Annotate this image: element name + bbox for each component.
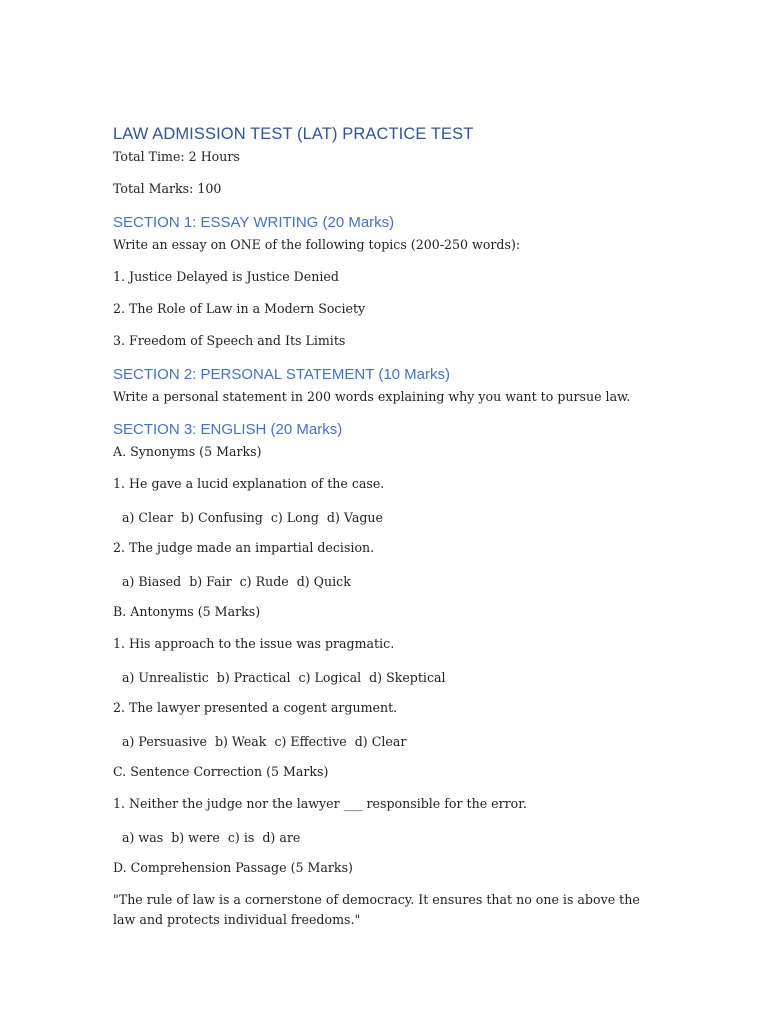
- comprehension-label: D. Comprehension Passage (5 Marks): [113, 860, 353, 875]
- answer-options: [122, 510, 383, 525]
- answer-option: d) Clear: [354, 734, 407, 749]
- answer-option: a) was: [122, 830, 164, 845]
- section1-heading: SECTION 1: ESSAY WRITING (20 Marks): [113, 214, 395, 231]
- total-marks: Total Marks: 100: [113, 181, 222, 196]
- document-title: LAW ADMISSION TEST (LAT) PRACTICE TEST: [113, 125, 474, 143]
- answer-option: c) is: [227, 830, 255, 845]
- answer-option: d) Quick: [296, 574, 351, 589]
- answer-option: b) were: [171, 830, 220, 845]
- synonyms-label: A. Synonyms (5 Marks): [113, 444, 262, 459]
- answer-option: b) Weak: [214, 734, 267, 749]
- answer-option: c) Rude: [239, 574, 289, 589]
- essay-topic: 1. Justice Delayed is Justice Denied: [113, 269, 339, 284]
- question: 1. Neither the judge nor the lawyer ___ responsible for the error.: [113, 796, 527, 811]
- answer-option: d) Skeptical: [369, 670, 446, 685]
- section2-heading: SECTION 2: PERSONAL STATEMENT (10 Marks): [113, 366, 451, 383]
- answer-option: d) Vague: [326, 510, 383, 525]
- answer-option: b) Practical: [216, 670, 291, 685]
- answer-option: c) Long: [270, 510, 319, 525]
- answer-option: d) are: [262, 830, 301, 845]
- total-time: Total Time: 2 Hours: [113, 149, 240, 164]
- question: 2. The lawyer presented a cogent argument.: [113, 700, 398, 715]
- answer-option: a) Unrealistic: [122, 670, 209, 685]
- answer-options: [122, 734, 406, 749]
- question: 2. The judge made an impartial decision.: [113, 540, 375, 555]
- sentence-correction-label: C. Sentence Correction (5 Marks): [113, 764, 329, 779]
- question: 1. His approach to the issue was pragmatic.: [113, 636, 395, 651]
- answer-options: [122, 574, 351, 589]
- question: 1. He gave a lucid explanation of the case.: [113, 476, 385, 491]
- antonyms-label: B. Antonyms (5 Marks): [113, 604, 261, 619]
- answer-option: b) Fair: [189, 574, 232, 589]
- section1-instruction: Write an essay on ONE of the following topics (200-250 words):: [113, 237, 521, 252]
- comprehension-passage: "The rule of law is a cornerstone of democracy. It ensures that no one is above the law and protects individual freedoms.": [113, 892, 640, 927]
- answer-option: b) Confusing: [181, 510, 263, 525]
- answer-option: c) Logical: [298, 670, 362, 685]
- answer-option: c) Effective: [274, 734, 347, 749]
- answer-options: [122, 670, 446, 685]
- essay-topic: 3. Freedom of Speech and Its Limits: [113, 333, 346, 348]
- section2-instruction: Write a personal statement in 200 words explaining why you want to pursue law.: [113, 389, 631, 404]
- answer-options: [122, 830, 300, 845]
- answer-option: a) Biased: [122, 574, 182, 589]
- answer-option: a) Persuasive: [122, 734, 207, 749]
- essay-topic: 2. The Role of Law in a Modern Society: [113, 301, 366, 316]
- answer-option: a) Clear: [122, 510, 174, 525]
- section3-heading: SECTION 3: ENGLISH (20 Marks): [113, 421, 343, 438]
